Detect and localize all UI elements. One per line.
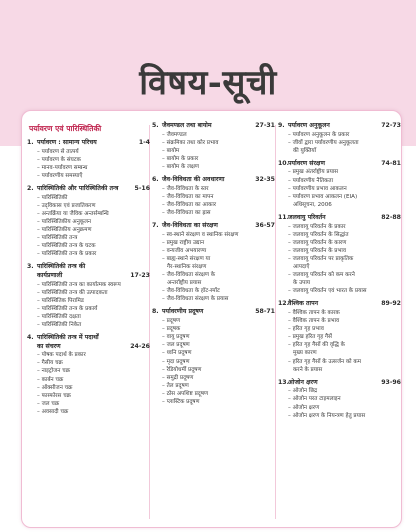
topic-item: – हरित गृह गैसों की वृद्धि के	[288, 342, 345, 349]
topic-item: – स्व-स्थाने संरक्षण व स्थानिक संरक्षण	[162, 231, 239, 238]
topic-item: – ओजोन छिद्र	[288, 388, 318, 395]
topic-item: – जैव-विविधता का मापन	[162, 193, 214, 200]
topic-item: – हरित गृह गैसों के उत्सर्जन को कम	[288, 358, 362, 365]
chapter-entry[interactable]	[27, 263, 150, 329]
chapter-number: 7.	[152, 222, 159, 230]
section-title: पर्यावरण एवं पारिस्थितिकी	[29, 124, 102, 133]
chapter-title: जैव-विविधता की अवधारणा	[162, 176, 225, 184]
page-title: विषय-सूची	[139, 63, 277, 103]
chapter-title: पर्यावरणीय प्रदूषण	[162, 308, 204, 316]
topic-item: – जलवायु परिवर्तन पर प्राकृतिक	[288, 255, 354, 262]
topic-item: – हरित गृह प्रभाव	[288, 326, 324, 333]
topic-item: – प्रदूषण	[162, 318, 181, 325]
topic-list	[27, 351, 150, 416]
chapter-page-range: 17-23	[130, 271, 150, 279]
chapter-entry[interactable]	[152, 176, 275, 217]
chapter-title: जैव-विविधता का संरक्षण	[162, 222, 218, 230]
chapter-page-range: 82-88	[381, 213, 401, 221]
topic-list	[152, 231, 275, 304]
topic-item: – बायोम के प्रकार	[162, 155, 199, 162]
chapter-title: पारिस्थितिकी तन्त्र की	[37, 263, 86, 271]
topic-item: – पर्यावरणीय नैतिकता	[288, 177, 334, 184]
chapter-entry[interactable]	[152, 222, 275, 303]
topic-list	[278, 223, 401, 296]
topic-item: के उपाय	[293, 280, 311, 287]
topic-item: – संक्रमिका तथा कोर प्रभाव	[162, 139, 219, 146]
topic-item: – पारिस्थितिकी तन्त्र के प्रकार्य	[37, 305, 98, 312]
chapter-title: पारिस्थितिकी तन्त्र में पदार्थों	[37, 334, 99, 342]
topic-item: – मृदा प्रदूषण	[162, 358, 190, 365]
chapter-page-range: 58-71	[255, 308, 275, 316]
topic-item: – पर्यावरण से तात्पर्य	[37, 148, 79, 155]
chapter-title: पर्यावरण अनुकूलन	[288, 122, 330, 129]
chapter-entry[interactable]	[27, 185, 150, 258]
topic-item: – पारिस्थितिक पिरामिड	[37, 297, 84, 304]
topic-list	[278, 131, 401, 155]
chapter-page-range: 5-16	[134, 184, 150, 192]
topic-item: – जल चक्र	[37, 400, 60, 407]
topic-item: – पोषक पदार्थ के प्रकार	[37, 352, 86, 359]
topic-item: – ओजोन क्षरण के नियन्त्रण हेतु प्रयास	[288, 412, 366, 419]
chapter-page-range: 24-26	[130, 342, 150, 350]
topic-item: – उद्‌विकास एवं प्रजातिकरण	[37, 202, 96, 209]
topic-item: – जैव-विविधता संरक्षण के	[162, 272, 216, 279]
topic-list	[152, 185, 275, 217]
topic-item: – बायोम	[162, 147, 180, 154]
topic-list	[278, 168, 401, 208]
topic-item: – वायु प्रदूषण	[162, 334, 190, 341]
chapter-number: 2.	[27, 184, 34, 192]
topic-item: – अवसादी चक्र	[37, 408, 69, 415]
topic-item: – पर्यावरण प्रभाव आकलन (EIA)	[288, 193, 358, 200]
chapter-entry[interactable]	[278, 122, 401, 155]
topic-item: – जलवायु परिवर्तन के सिद्धांत	[288, 231, 349, 238]
chapter-number: 4.	[27, 334, 34, 342]
chapter-heading	[278, 379, 401, 388]
topic-item: करने के प्रयास	[293, 366, 323, 373]
topic-item: – पारिस्थितिकी तन्त्र के घटक	[37, 243, 96, 250]
topic-list	[278, 387, 401, 419]
chapter-page-range: 89-92	[381, 300, 401, 308]
topic-item: – पर्यावरणीय प्रभाव आकलन	[288, 185, 347, 192]
chapter-number: 1.	[27, 139, 34, 146]
topic-item: – रेडियोधर्मी प्रदूषण	[162, 366, 202, 373]
chapter-title: ओजोन क्षरण	[288, 378, 318, 386]
topic-item: – प्रमुख राष्ट्रीय उद्यान	[162, 239, 205, 246]
chapter-title: वैश्विक तापन	[288, 300, 319, 308]
topic-item: – जैव-विविधता संरक्षण के प्रयास	[162, 296, 229, 303]
chapter-page-range: 27-31	[255, 122, 275, 129]
topic-item: – फास्फोरस चक्र	[37, 392, 71, 399]
chapter-entry[interactable]	[278, 214, 401, 295]
topic-item: – बायोम के लक्षण	[162, 163, 199, 170]
chapter-heading	[152, 222, 275, 231]
chapter-entry[interactable]	[27, 139, 150, 180]
topic-item: – जीवों द्वारा पर्यावरणीय अनुकूलता	[288, 139, 359, 146]
topic-item: – जल प्रदूषण	[162, 342, 190, 349]
topic-item: – पारिस्थितिकी तन्त्र के प्रकार	[37, 251, 97, 258]
topic-item: मुख्य कारण	[293, 350, 317, 357]
topic-item: – जलवायु परिवर्तन को कम करने	[288, 272, 355, 279]
topic-item: की युक्तियाँ	[293, 147, 317, 154]
topic-item: – प्रमुख हरित गृह गैसें	[288, 334, 332, 341]
topic-item: – बाह्य-स्थाने संरक्षण या	[162, 255, 211, 262]
topic-list	[27, 148, 150, 180]
topic-item: – तेल प्रदूषण	[162, 382, 189, 389]
topic-list	[152, 131, 275, 171]
topic-item: – जलवायु परिवर्तन के प्रभाव	[288, 247, 346, 254]
chapter-title: जलवायु परिवर्तन	[288, 213, 326, 221]
topic-item: – जैव-विविधता के स्तर	[162, 185, 209, 192]
contents-card	[21, 110, 402, 528]
contents-column-1	[27, 117, 150, 416]
chapter-number: 6.	[152, 176, 159, 184]
topic-item: अन्तर्राष्ट्रीय प्रयास	[167, 280, 202, 287]
topic-item: – प्रदूषक	[162, 326, 181, 333]
chapter-heading	[278, 214, 401, 223]
topic-item: – पारिस्थितिकीय अनुकूलन	[37, 218, 92, 225]
topic-item: – पर्यावरणीय समस्याएँ	[37, 172, 83, 179]
topic-item: – कार्बन चक्र	[37, 376, 64, 383]
topic-item: – पर्यावरण के संघटक	[37, 156, 81, 163]
topic-item: – वैश्विक तापन के प्रभाव	[288, 318, 340, 325]
chapter-page-range: 32-35	[255, 176, 275, 184]
topic-item: – समुद्री प्रदूषण	[162, 374, 194, 381]
chapter-title: पारिस्थितिकी और पारिस्थितिकी तन्त्र	[37, 184, 119, 192]
topic-item: – वन्यजीव अभयारण्य	[162, 247, 207, 254]
column-divider	[275, 125, 276, 519]
chapter-heading	[278, 300, 401, 309]
topic-item: – जलवायु परिवर्तन एवं भारत के प्रयास	[288, 288, 367, 295]
chapter-heading	[152, 122, 275, 131]
chapter-title: पर्यावरण : सामान्य परिचय	[37, 139, 97, 146]
contents-column-3	[278, 117, 401, 420]
chapter-entry[interactable]	[278, 379, 401, 420]
topic-list	[27, 194, 150, 259]
chapter-number: 10.	[278, 159, 289, 167]
chapter-title-continued: कार्यप्रणाली	[37, 271, 63, 279]
chapter-entry[interactable]	[278, 160, 401, 209]
topic-item: – पारिस्थितिकी तन्त्र	[37, 235, 78, 242]
topic-item: – प्रमुख अंतर्राष्ट्रीय प्रयास	[288, 169, 339, 176]
topic-item: – गैसीय चक्र	[37, 360, 63, 367]
chapter-number: 8.	[152, 308, 159, 316]
topic-list	[278, 309, 401, 374]
topic-item: – नाइट्रोजन चक्र	[37, 368, 71, 375]
topic-list	[152, 317, 275, 406]
topic-item: – पारिस्थितिकी	[37, 194, 68, 201]
topic-item: – पारिस्थितिकी तन्त्र की उत्पादकता	[37, 289, 108, 296]
topic-item: – ओजोन परत टाइमलाइन	[288, 396, 341, 403]
topic-item: – ओजोन क्षरण	[288, 404, 320, 411]
chapter-heading	[27, 263, 150, 280]
topic-item: – जलवायु परिवर्तन के कारण	[288, 239, 347, 246]
topic-item: – अन्तर्क्रिया या जैविक अन्तर्सम्बन्धि	[37, 210, 109, 217]
chapter-entry[interactable]	[278, 300, 401, 373]
topic-item: – पारिस्थितिकी निकेत	[37, 321, 82, 328]
chapter-heading	[27, 334, 150, 351]
topic-item: – पारिस्थितिकीय अनुक्रमण	[37, 226, 92, 233]
chapter-heading	[27, 139, 150, 148]
topic-item: – मानव-पर्यावरण सम्बन्ध	[37, 164, 88, 171]
chapter-title: पर्यावरण संरक्षण	[288, 159, 325, 167]
chapter-entry[interactable]	[152, 308, 275, 406]
topic-item: – पारिस्थितिकी दक्षता	[37, 313, 81, 320]
chapter-page-range: 1-4	[138, 139, 150, 146]
topic-item: – जैव-विविधता का ह्रास	[162, 209, 211, 216]
topic-item: – जैव-विविधता के हॉट-स्पॉट	[162, 288, 220, 295]
topic-item: – ऑक्सीजन चक्र	[37, 384, 73, 391]
chapter-number: 13.	[278, 378, 289, 386]
chapter-number: 3.	[27, 263, 34, 271]
topic-list	[27, 281, 150, 330]
chapter-title: जैवमण्डल तथा बायोम	[162, 122, 212, 129]
topic-item: – जैवमण्डल	[162, 131, 187, 138]
chapter-number: 11.	[278, 213, 289, 221]
topic-item: अधिसूचना, 2006	[293, 201, 332, 208]
contents-column-2	[152, 117, 275, 406]
chapter-entry[interactable]	[27, 334, 150, 416]
chapter-number: 5.	[152, 122, 159, 129]
topic-item: – जैव-विविधता का आकार	[162, 201, 217, 208]
chapter-page-range: 93-96	[381, 378, 401, 386]
chapter-number: 9.	[278, 122, 285, 129]
topic-item: गैर-स्थानिक संरक्षण	[167, 264, 207, 270]
chapter-heading	[152, 176, 275, 185]
chapter-heading	[27, 185, 150, 194]
chapter-page-range: 72-73	[381, 122, 401, 129]
chapter-entry[interactable]	[152, 122, 275, 171]
chapter-heading	[278, 122, 401, 131]
topic-item: आपदाएँ	[293, 264, 310, 270]
topic-item: – पारिस्थितिकी तन्त्र का कार्यात्मक स्वरूप	[37, 281, 121, 288]
chapter-title-continued: का संचरण	[37, 342, 61, 350]
chapter-heading	[152, 308, 275, 317]
chapter-page-range: 36-57	[255, 222, 275, 230]
chapter-heading	[278, 160, 401, 169]
topic-item: – ध्वनि प्रदूषण	[162, 350, 192, 357]
chapter-page-range: 74-81	[381, 159, 401, 167]
topic-item: – पर्यावरण अनुकूलन के प्रकार	[288, 131, 350, 138]
topic-item: – प्लास्टिक प्रदूषण	[162, 399, 200, 405]
topic-item: – जलवायु परिवर्तन के प्रकार	[288, 223, 346, 230]
topic-item: – वैश्विक तापन के कारक	[288, 309, 340, 316]
topic-item: – ठोस अपशिष्ट प्रदूषण	[162, 390, 209, 397]
chapter-number: 12.	[278, 300, 289, 308]
